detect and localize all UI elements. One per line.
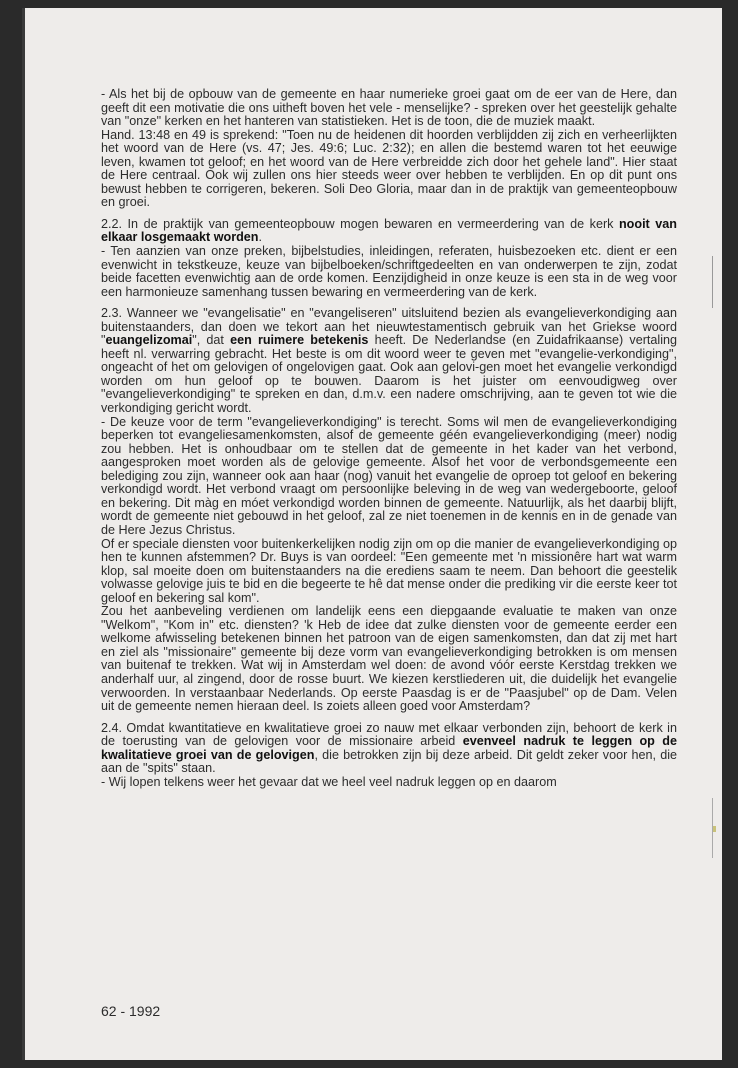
bold-text: nooit van elkaar losgemaakt worden: [101, 216, 677, 245]
paragraph-10: - Wij lopen telkens weer het gevaar dat we heel veel nadruk leggen op en daarom: [101, 774, 557, 789]
article-body: [101, 88, 677, 789]
bold-text: evenveel nadruk te leggen op de kwalitatieve groei van de gelovigen: [101, 734, 677, 762]
bold-text: een ruimere betekenis: [230, 333, 369, 348]
text-run: heeft. De Nederlandse (en Zuidafrikaanse) vertaling heeft nl. verwarring gebracht. Het beste is om dit woord weer te geven met "evangelie-verkondiging", ongeacht of het om gelovigen of ongelovigen gaat. Ook aan gelovi-gen moet het evangelie verkondigd worden om hun geloof op te bouwen. Daarom is het juister om eenvoudigweg over "evangelieverkondiging" te spreken en dan, d.m.v. een nadere omschrijving, aan te geven tot wie die verkondiging gericht wordt.: [101, 333, 677, 416]
paragraph-1: - Als het bij de opbouw van de gemeente en haar numerieke groei gaat om de eer van de Here, dan geeft dit een motivatie die ons uitheft boven het vele - menselijke? - spreken over het geestelijk gehalte van "onze" kerken en het hanteren van statistieken. Het is de toon, die de muziek maakt.: [101, 87, 677, 129]
text-run: 2.4. Omdat kwantitatieve en kwalitatieve groei zo nauw met elkaar verbonden zijn, behoort de kerk in de toerusting van de gelovigen voor de missionaire arbeid: [101, 720, 677, 749]
paragraph-7: Of er speciale diensten voor buitenkerkelijken nodig zijn om op die manier de evangelieverkondiging op hen te kunnen afstemmen? Dr. Buys is van oordeel: "Een gemeente met 'n missionêre hart wat warm klop, sal moeite doen om buitenstaanders na die erediens saam te neem. Dan behoort die geestelik volwasse gelovige juis te bid en die begeerte te hê dat mense onder die prediking vir die eerste keer tot geloof en bekering sal kom".: [101, 536, 677, 605]
paragraph-8: Zou het aanbeveling verdienen om landelijk eens een diepgaande evaluatie te maken van onze "Welkom", "Kom in" etc. diensten? 'k Heb de idee dat zulke diensten voor de gemeente eerder een welkome afwisseling betekenen binnen het patroon van de eigen samenkomsten, dan dat zij met hart en ziel als "missionaire" gemeente bij deze vorm van evangelieverkondiging betrokken is om mensen van buitenaf te trekken. Wat wij in Amsterdam wel doen: de avond vóór eerste Kerstdag trekken we anderhalf uur, al zingend, door de rosse buurt. We kiezen kerstliederen uit, die duidelijk het evangelie verwoorden. In verstaanbaar Nederlands. Op eerste Paasdag is er de "Paasjubel" op de Dam. Velen uit de gemeente nemen hieraan deel. Is zoiets alleen goed voor Amsterdam?: [101, 604, 677, 714]
paragraph-2-4: [101, 722, 677, 776]
paragraph-2: Hand. 13:48 en 49 is sprekend: "Toen nu de heidenen dit hoorden verblijdden zij zich en verheerlijkten het woord van de Here (vs. 47; Jes. 49:6; Luc. 2:32); en allen die bestemd waren tot het eeuwige leven, kwamen tot geloof; en het woord van de Here verbreidde zich door het gehele land". Hier staat de Here centraal. Ook wij zullen ons hier steeds weer over hebben te verblijden. En op dit punt ons bewust hebben te corrigeren, bekeren. Soli Deo Gloria, maar dan in de praktijk van gemeenteopbouw en groei.: [101, 127, 677, 210]
text-run: 2.3. Wanneer we "evangelisatie" en "evangeliseren" uitsluitend bezien als evangelieverkondiging aan buitenstaanders, dan doen we tekort aan het nieuwtestamentisch gebruik van het Griekse woord ": [101, 306, 677, 348]
text-run: .: [258, 230, 262, 245]
bold-text: euangelizomai: [105, 333, 193, 348]
binding-mark: [712, 798, 716, 858]
text-run: ", dat: [192, 333, 231, 348]
paragraph-2-2: [101, 218, 677, 245]
binding-mark: [712, 256, 716, 308]
text-run: , die betrokken zijn bij deze arbeid. Dit geldt zeker voor hen, die aan de "spits" staan.: [101, 747, 677, 776]
paragraph-4: - Ten aanzien van onze preken, bijbelstudies, inleidingen, referaten, huisbezoeken etc. dient er een evenwicht in tekstkeuze, keuze van bijbelboeken/schriftgedeelten en van onderwerpen te zijn, zodat beide facetten evenwichtig aan de orde komen. Eenzijdigheid in onze keuze is een sta in de weg voor een harmonieuze samenhang tussen bewaring en vermeerdering van de kerk.: [101, 244, 677, 299]
document-page: [22, 8, 722, 1060]
paragraph-6: - De keuze voor de term "evangelieverkondiging" is terecht. Soms wil men de evangelieverkondiging beperken tot evangeliesamenkomsten, alsof de gemeente géén evangelieverkondiging (meer) nodig zou hebben. Het is onhoudbaar om te stellen dat de gemeente in het kader van het verbond, aangesproken moet worden als de gelovige gemeente. Alsof het voor de verbondsgemeente een belediging zou zijn, wanneer ook aan haar (nog) vanuit het evangelie de oproep tot geloof en bekering verkondigd wordt. Het verbond vraagt om persoonlijke beleving in de weg van wedergeboorte, geloof en bekering. Dit màg en móet verkondigd worden binnen de gemeente. Natuurlijk, als het daarbij blijft, wordt de gemeente niet gebouwd in het geloof, zal ze niet toenemen in de kennis en in de genade van de Here Jezus Christus.: [101, 414, 677, 537]
text-run: 2.2. In de praktijk van gemeenteopbouw mogen bewaren en vermeerdering van de kerk: [101, 216, 619, 231]
paragraph-2-3: [101, 307, 677, 415]
page-number: 62 - 1992: [101, 1003, 161, 1019]
